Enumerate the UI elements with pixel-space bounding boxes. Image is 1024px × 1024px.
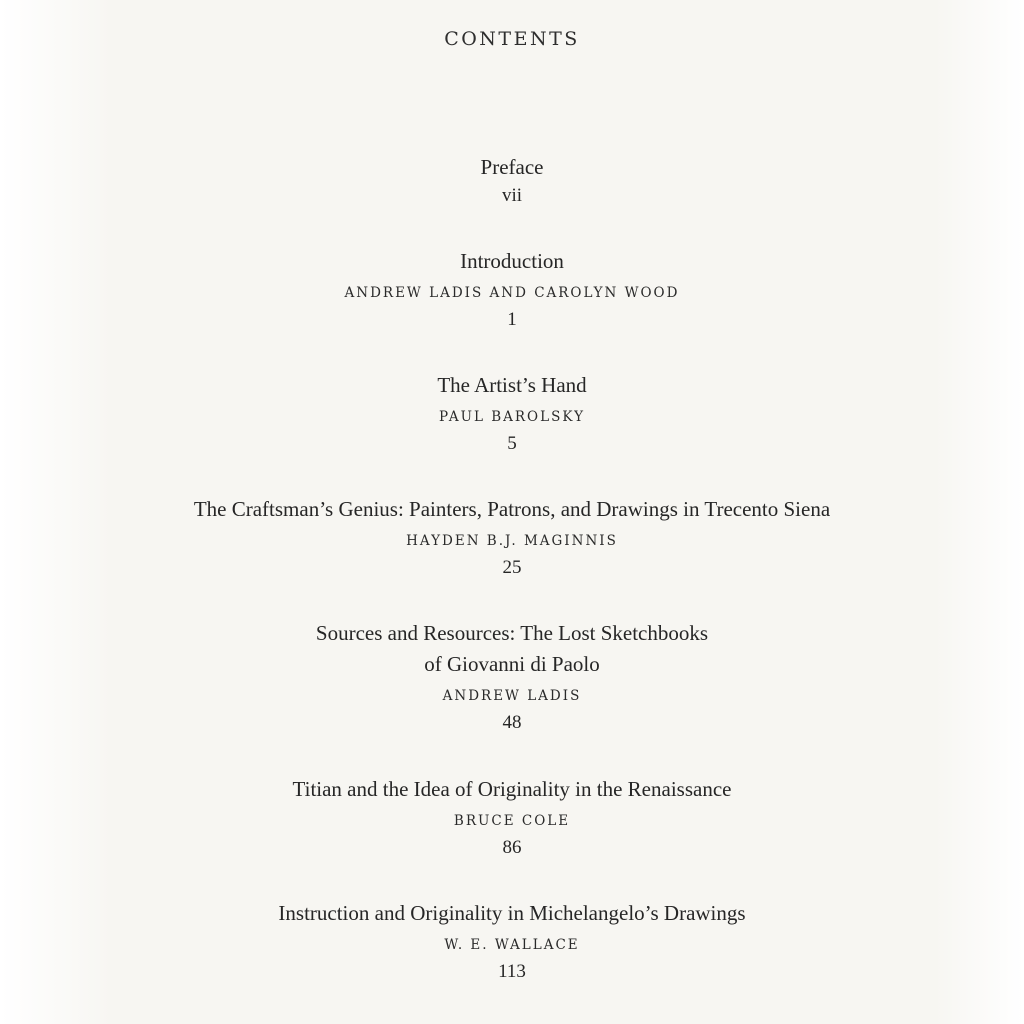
entry-author: BRUCE COLE (453, 813, 571, 829)
entry-title: Titian and the Idea of Originality in the Renaissance (292, 777, 732, 801)
entry-title: Introduction (460, 249, 564, 273)
entry-title: The Artist’s Hand (437, 373, 587, 397)
toc-entry-preface (0, 152, 1024, 209)
contents-heading: CONTENTS (444, 28, 580, 50)
entry-page-number: vii (501, 185, 523, 206)
entry-page-number: 113 (498, 961, 526, 982)
entry-title: Preface (480, 155, 544, 179)
entry-page-number: 86 (502, 837, 522, 858)
entry-author: HAYDEN B.J. MAGINNIS (406, 533, 618, 549)
entry-author: W. E. WALLACE (444, 937, 580, 953)
entry-page-number: 48 (502, 712, 522, 733)
toc-entry-sources-and-resources (0, 618, 1024, 736)
entry-title-line-2: of Giovanni di Paolo (424, 652, 600, 676)
entry-page-number: 25 (502, 557, 522, 578)
toc-entry-craftsmans-genius (0, 494, 1024, 581)
entry-author: ANDREW LADIS (442, 688, 582, 704)
entry-title: The Craftsman’s Genius: Painters, Patrons, and Drawings in Trecento Siena (193, 497, 831, 521)
entry-page-number: 1 (507, 309, 517, 330)
entry-title-line-1: Sources and Resources: The Lost Sketchbooks (315, 621, 709, 645)
entry-title: Instruction and Originality in Michelangelo’s Drawings (278, 901, 746, 925)
toc-entry-artists-hand (0, 370, 1024, 457)
toc-entry-introduction (0, 246, 1024, 333)
toc-entry-michelangelo (0, 898, 1024, 985)
entry-author: PAUL BAROLSKY (439, 409, 585, 425)
entry-page-number: 5 (507, 433, 517, 454)
toc-entry-titian (0, 774, 1024, 861)
entry-author: ANDREW LADIS AND CAROLYN WOOD (344, 285, 680, 301)
